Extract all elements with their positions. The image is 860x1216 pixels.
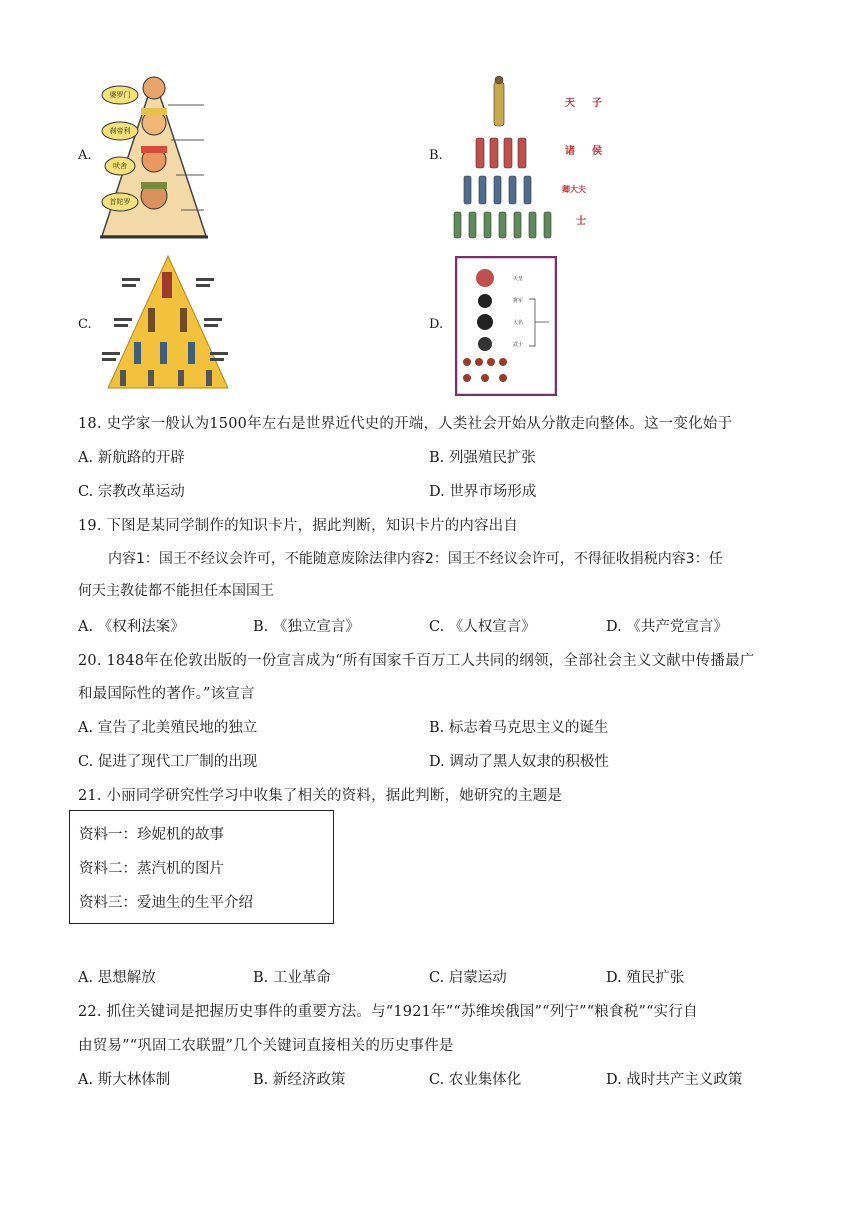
japan-hierarchy-image [455, 256, 557, 396]
q22-option-d[interactable]: D. 战时共产主义政策 [606, 1072, 743, 1088]
q18-option-b[interactable]: B. 列强殖民扩张 [429, 450, 536, 466]
q20-option-c[interactable]: C. 促进了现代工厂制的出现 [78, 754, 258, 770]
rank-tenno: 天皇 [513, 276, 524, 282]
speech-vaishya: 吠舍 [113, 162, 127, 170]
q19-option-a[interactable]: A. 《权利法案》 [78, 619, 185, 635]
q21-material-2: 资料二：蒸汽机的图片 [79, 861, 224, 877]
speech-brahmin: 婆罗门 [109, 91, 131, 99]
rank-shi: 士 [576, 216, 586, 227]
q21-material-1: 资料一：珍妮机的故事 [79, 827, 224, 843]
q19-card-line1: 内容1：国王不经议会许可，不能随意废除法律内容2：国王不经议会许可，不得征收捐税内容3：任 [108, 551, 723, 567]
rank-qingdafu: 卿大夫 [562, 185, 586, 194]
q21-option-c[interactable]: C. 启蒙运动 [429, 970, 507, 986]
q19-option-b[interactable]: B. 《独立宣言》 [253, 619, 360, 635]
rank-daimyo: 大名 [513, 320, 524, 326]
q20-option-b[interactable]: B. 标志着马克思主义的诞生 [429, 720, 609, 736]
q19-option-c[interactable]: C. 《人权宣言》 [429, 619, 536, 635]
q18-stem: 18. 史学家一般认为1500年左右是世界近代史的开端，人类社会开始从分散走向整体。这一变化始于 [78, 416, 733, 432]
q22-option-b[interactable]: B. 新经济政策 [253, 1072, 346, 1088]
rank-zi: 子 [592, 98, 602, 109]
q21-material-3: 资料三：爱迪生的生平介绍 [79, 895, 253, 911]
rank-shogun: 将军 [513, 298, 524, 304]
q18-option-c[interactable]: C. 宗教改革运动 [78, 484, 185, 500]
option-b-label: B. [429, 148, 443, 163]
q21-option-b[interactable]: B. 工业革命 [253, 970, 331, 986]
q18-option-d[interactable]: D. 世界市场形成 [429, 484, 537, 500]
q19-card-line2: 何天主教徒都不能担任本国国王 [78, 583, 274, 599]
q21-option-d[interactable]: D. 殖民扩张 [606, 970, 685, 986]
q20-stem-line1: 20. 1848年在伦敦出版的一份宣言成为“所有国家千百万工人共同的纲领，全部社会主义文献中传播最广 [78, 653, 755, 669]
speech-shudra: 首陀罗 [109, 198, 131, 206]
rank-zhu: 诸 [565, 146, 575, 157]
q20-stem-line2: 和最国际性的著作。”该宣言 [78, 686, 255, 702]
q22-option-c[interactable]: C. 农业集体化 [429, 1072, 522, 1088]
q21-option-a[interactable]: A. 思想解放 [78, 970, 156, 986]
q20-option-a[interactable]: A. 宣告了北美殖民地的独立 [78, 720, 258, 736]
rank-tian: 天 [565, 98, 575, 109]
option-a-label: A. [78, 148, 92, 163]
rank-hou: 侯 [592, 146, 602, 157]
caste-pyramid-image [98, 68, 210, 242]
q21-materials-box [69, 810, 334, 924]
speech-kshatriya: 刹帝利 [109, 127, 131, 135]
zhou-hierarchy-image [452, 72, 612, 242]
q21-stem: 21. 小丽同学研究性学习中收集了相关的资料，据此判断，她研究的主题是 [78, 788, 563, 804]
q19-option-d[interactable]: D. 《共产党宣言》 [606, 619, 728, 635]
option-d-label: D. [429, 317, 444, 332]
q22-stem-line2: 由贸易”“巩固工农联盟”几个关键词直接相关的历史事件是 [78, 1038, 454, 1054]
q22-option-a[interactable]: A. 斯大林体制 [78, 1072, 171, 1088]
q20-option-d[interactable]: D. 调动了黑人奴隶的积极性 [429, 754, 609, 770]
option-c-label: C. [78, 317, 92, 332]
q18-option-a[interactable]: A. 新航路的开辟 [78, 450, 185, 466]
q22-stem-line1: 22. 抓住关键词是把握历史事件的重要方法。与“1921年”“苏维埃俄国”“列宁”“粮食税”“实行自 [78, 1004, 698, 1020]
feudal-europe-pyramid-image [98, 252, 232, 392]
rank-samurai: 武士 [513, 342, 524, 348]
q19-stem: 19. 下图是某同学制作的知识卡片，据此判断，知识卡片的内容出自 [78, 518, 519, 534]
